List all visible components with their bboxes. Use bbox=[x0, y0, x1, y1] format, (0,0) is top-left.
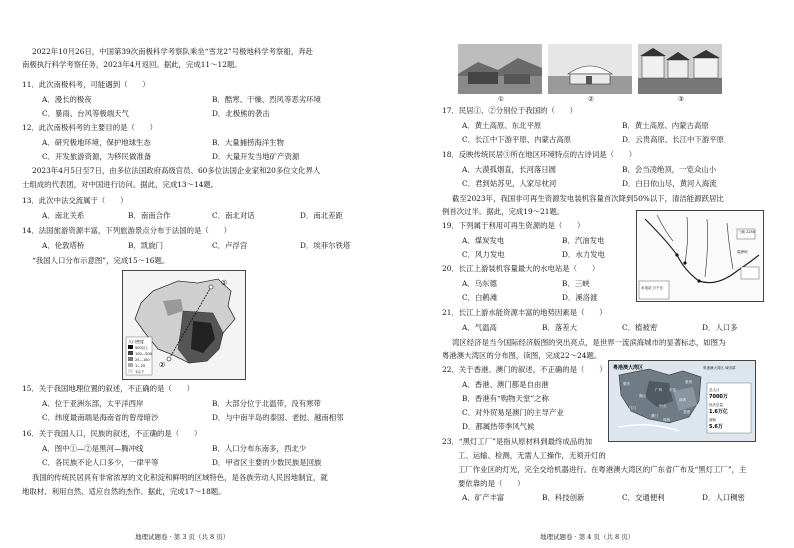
legend-3: 25—100 bbox=[135, 358, 150, 362]
photo-dwelling-2 bbox=[548, 44, 632, 94]
legend-2: 100—500 bbox=[135, 352, 152, 356]
q19-option-d[interactable]: D．水力发电 bbox=[562, 250, 605, 259]
right-page-footer: 地理试题卷 · 第 4 页（共 8 页） bbox=[540, 533, 635, 542]
point-1-marker bbox=[209, 285, 213, 289]
photo-label-3: ③ bbox=[678, 95, 684, 103]
q20-option-a[interactable]: A．乌东德 bbox=[462, 279, 497, 288]
q17-option-a[interactable]: A．黄土高原、东北平原 bbox=[462, 121, 542, 130]
china-population-map bbox=[122, 270, 246, 380]
question-21-stem: 21．长江上游水能资源丰富的地势因素是（ ） bbox=[442, 308, 607, 317]
intro-paragraph-3-line2: 地取材、利用自然、适应自然的杰作。据此，完成17～18题。 bbox=[22, 487, 226, 496]
q14-option-a[interactable]: A．伦敦塔桥 bbox=[42, 241, 85, 250]
legend-5: 1以下 bbox=[135, 370, 145, 374]
intro-paragraph-5-line2: 粤港澳大湾区的分布图，读图，完成22～24题。 bbox=[442, 351, 602, 360]
stat-3-label: 面积 bbox=[709, 418, 716, 422]
city-zhaoqing: 肇庆 bbox=[623, 382, 630, 386]
question-22-stem: 22．关于香港、澳门的叙述，不正确的是（ ） bbox=[442, 365, 607, 374]
q13-option-c[interactable]: C．南北对话 bbox=[212, 211, 255, 220]
intro-paragraph-4-line1: 截至2023年，我国非可再生资源发电装机容量首次降到50%以下，清洁能源跃居比 bbox=[452, 194, 724, 203]
q14-option-d[interactable]: D．埃菲尔铁塔 bbox=[300, 241, 351, 250]
question-23-line3: 工厂作业区的灯光，完全交给机器进行。在粤港澳大湾区的广东省广布及“黑灯工厂”，主 bbox=[458, 465, 747, 474]
stat-3-value: 5.6万 bbox=[709, 424, 723, 430]
q20-option-d[interactable]: D．溪洛渡 bbox=[562, 293, 598, 302]
intro-paragraph-2-line2: 士组成的代表团，对中国进行访问。据此，完成13～14题。 bbox=[22, 180, 219, 189]
question-14-stem: 14．法国旅游资源丰富，下列旅游景点分布于法国的是（ ） bbox=[22, 226, 231, 235]
q16-option-a[interactable]: A．图中①—②是黑河—腾冲线 bbox=[42, 444, 144, 453]
q17-option-c[interactable]: C．长江中下游平原、内蒙古高原 bbox=[462, 135, 572, 144]
city-hongkong: 香港 bbox=[683, 410, 690, 414]
greater-bay-area-map bbox=[608, 360, 756, 442]
photo-label-2: ② bbox=[588, 95, 594, 103]
q22-option-d[interactable]: D．都属热带季风气候 bbox=[462, 422, 535, 431]
q15-option-b[interactable]: B．大部分位于北温带，没有寒带 bbox=[212, 399, 321, 408]
q22-option-a[interactable]: A．香港、澳门都是自由港 bbox=[462, 380, 549, 389]
intro-paragraph-5-line1: 湾区经济是当今国际经济版图的突出亮点，是世界一流滨海城市的显著标志，如图为 bbox=[452, 338, 726, 347]
question-18-stem: 18．反映传统民居③所在地区环境特点的古诗词是（ ） bbox=[442, 150, 637, 159]
q14-option-b[interactable]: B．凯旋门 bbox=[128, 241, 163, 250]
q11-option-b[interactable]: B．酷寒、干燥、烈风等恶劣环境 bbox=[212, 95, 321, 104]
city-foshan: 佛山 bbox=[639, 394, 646, 398]
q12-option-b[interactable]: B．大量捕捞海洋生物 bbox=[212, 138, 284, 147]
q15-option-d[interactable]: D．与中南半岛的泰国、老挝、越南相邻 bbox=[212, 413, 344, 422]
q18-option-d[interactable]: D．白日依山尽，黄河入海流 bbox=[622, 179, 717, 188]
map-legend-title: 人口密度 bbox=[128, 339, 144, 344]
q12-option-c[interactable]: C．开发旅游资源，为移民做准备 bbox=[42, 152, 152, 161]
q18-option-a[interactable]: A．大漠孤烟直，长河落日圆 bbox=[462, 165, 557, 174]
q21-option-b[interactable]: B．落差大 bbox=[542, 323, 577, 332]
intro-paragraph-4-line2: 例首次过半。据此，完成19～21题。 bbox=[442, 207, 565, 216]
intro-paragraph-2-line1: 2023年4月5日至7日，由多位法国政府高级官员、60多位法国企业家和20多位文化界人 bbox=[32, 166, 321, 175]
q21-option-c[interactable]: C．植被密 bbox=[622, 323, 658, 332]
q13-option-b[interactable]: B．南南合作 bbox=[128, 211, 171, 220]
q13-option-d[interactable]: D．南北差距 bbox=[300, 211, 343, 220]
q12-option-a[interactable]: A．研究极地环境，保护地球生态 bbox=[42, 138, 151, 147]
rivermap-legend: 水电站 万千瓦 bbox=[641, 286, 664, 290]
question-23-line1: 23．“黑灯工厂”是指从原材料到最终成品的加 bbox=[442, 437, 592, 446]
q12-option-d[interactable]: D．大量开发当地矿产资源 bbox=[212, 152, 300, 161]
city-jiangmen: 江门 bbox=[629, 406, 636, 410]
map-intro: “我国人口分布示意图”，完成15～16题。 bbox=[32, 256, 170, 265]
photo-label-1: ① bbox=[498, 95, 504, 103]
left-page bbox=[0, 0, 394, 548]
q11-option-d[interactable]: D．北极熊的袭击 bbox=[212, 109, 270, 118]
question-16-stem: 16．关于我国人口，民族的叙述，不正确的是（ ） bbox=[22, 429, 202, 438]
q20-option-c[interactable]: C．白鹤滩 bbox=[462, 293, 498, 302]
question-13-stem: 13．此次中法交流属于（ ） bbox=[22, 196, 128, 205]
map-label-2: ② bbox=[159, 361, 166, 369]
q23-option-c[interactable]: C．交通便利 bbox=[622, 493, 665, 502]
city-guangzhou: 广州 bbox=[655, 388, 662, 392]
question-20-stem: 20．长江上游装机容量最大的水电站是（ ） bbox=[442, 264, 600, 273]
q17-option-b[interactable]: B．黄土高原、内蒙古高原 bbox=[622, 121, 709, 130]
question-12-stem: 12．此次南极科考的主要目的是（ ） bbox=[22, 123, 158, 132]
q19-option-c[interactable]: C．风力发电 bbox=[462, 250, 505, 259]
q21-option-a[interactable]: A．气温高 bbox=[462, 323, 497, 332]
stat-2-value: 1.6万亿 bbox=[709, 409, 728, 415]
q18-option-c[interactable]: C．君到姑苏见，人家尽枕河 bbox=[462, 179, 557, 188]
legend-4: 1—25 bbox=[135, 364, 146, 368]
q16-option-c[interactable]: C．各民族不论人口多少，一律平等 bbox=[42, 458, 159, 467]
q11-option-c[interactable]: C．暴雨、台风等极端天气 bbox=[42, 109, 129, 118]
question-17-stem: 17．民居①、②分别位于我国的（ ） bbox=[442, 106, 578, 115]
city-shenzhen: 深圳 bbox=[679, 398, 686, 402]
gezhouba-label: 葛洲坝 bbox=[737, 250, 748, 254]
stat-1-label: 总人口 bbox=[709, 388, 720, 392]
photo-dwelling-1 bbox=[458, 44, 542, 94]
question-23-line4: 要依靠的是（ ） bbox=[458, 479, 525, 488]
intro-paragraph-1-line2: 南极执行科学考察任务，2023年4月返回。据此，完成11～12题。 bbox=[22, 60, 242, 69]
q21-option-d[interactable]: D．人口多 bbox=[702, 323, 738, 332]
city-macau: 澳门 bbox=[651, 414, 658, 418]
q19-option-a[interactable]: A．煤炭发电 bbox=[462, 236, 505, 245]
question-11-stem: 11．此次南极科考，可能遇到（ ） bbox=[22, 80, 150, 89]
city-dongguan: 东莞 bbox=[669, 388, 676, 392]
q23-option-d[interactable]: D．人口稠密 bbox=[702, 493, 745, 502]
stat-2-label: 经济总量 bbox=[709, 403, 723, 407]
baymap-subtitle: 粤港澳大湾区 城市群 bbox=[703, 366, 736, 370]
q22-option-b[interactable]: B．香港有“购物天堂”之称 bbox=[462, 394, 549, 403]
q14-option-c[interactable]: C．卢浮宫 bbox=[212, 241, 248, 250]
question-19-stem: 19．下列属于利用可再生资源的是（ ） bbox=[442, 221, 585, 230]
china-map-graphic bbox=[123, 271, 245, 379]
map-label-1: ① bbox=[221, 279, 228, 287]
yangtze-hydropower-map bbox=[636, 210, 764, 302]
question-15-stem: 15．关于我国地理位置的叙述，不正确的是（ ） bbox=[22, 384, 195, 393]
sanxia-label: 三峡 2250 bbox=[738, 230, 756, 234]
q16-option-d[interactable]: D．甲省区主要的少数民族是回族 bbox=[212, 458, 322, 467]
q23-option-b[interactable]: B．科技创新 bbox=[542, 493, 585, 502]
q15-option-c[interactable]: C．纬度最南端是海南省的曾母暗沙 bbox=[42, 413, 159, 422]
photo-dwelling-3 bbox=[638, 44, 722, 94]
right-page bbox=[400, 0, 794, 548]
legend-1: 500以上 bbox=[135, 346, 149, 350]
q11-option-a[interactable]: A．漫长的极夜 bbox=[42, 95, 92, 104]
point-2-marker bbox=[167, 357, 171, 361]
q18-option-b[interactable]: B．会当凌绝顶，一览众山小 bbox=[622, 165, 717, 174]
city-zhongshan: 中山 bbox=[659, 404, 666, 408]
q16-option-b[interactable]: B．人口分布东南多，西北少 bbox=[212, 444, 307, 453]
intro-paragraph-3-line1: 我国的传统民居具有非常浓厚的文化积淀和鲜明的区域特色，是各族劳动人民因地制宜，就 bbox=[32, 473, 328, 482]
q17-option-d[interactable]: D．云贵高原、长江中下游平原 bbox=[622, 135, 725, 144]
intro-paragraph-1-line1: 2022年10月26日，中国第39次南极科学考察队乘坐“雪龙2”号极地科学考察船，奔赴 bbox=[32, 47, 314, 56]
stat-1-value: 7000万 bbox=[709, 394, 728, 400]
q13-option-a[interactable]: A．南北关系 bbox=[42, 211, 85, 220]
q15-option-a[interactable]: A．位于亚洲东部，太平洋西岸 bbox=[42, 399, 144, 408]
q19-option-b[interactable]: B．汽油发电 bbox=[562, 236, 605, 245]
baymap-title: 粤港澳大湾区 bbox=[613, 365, 644, 371]
q22-option-c[interactable]: C．对外贸易是澳门的主导产业 bbox=[462, 408, 564, 417]
left-page-footer: 地理试题卷 · 第 3 页（共 8 页） bbox=[135, 533, 230, 542]
question-23-line2: 工、运输、检测，无需人工操作，无须开灯的 bbox=[458, 451, 606, 460]
q20-option-b[interactable]: B．三峡 bbox=[562, 279, 590, 288]
city-zhuhai: 珠海 bbox=[663, 418, 670, 422]
city-huizhou: 惠州 bbox=[685, 380, 692, 384]
q23-option-a[interactable]: A．矿产丰富 bbox=[462, 493, 505, 502]
